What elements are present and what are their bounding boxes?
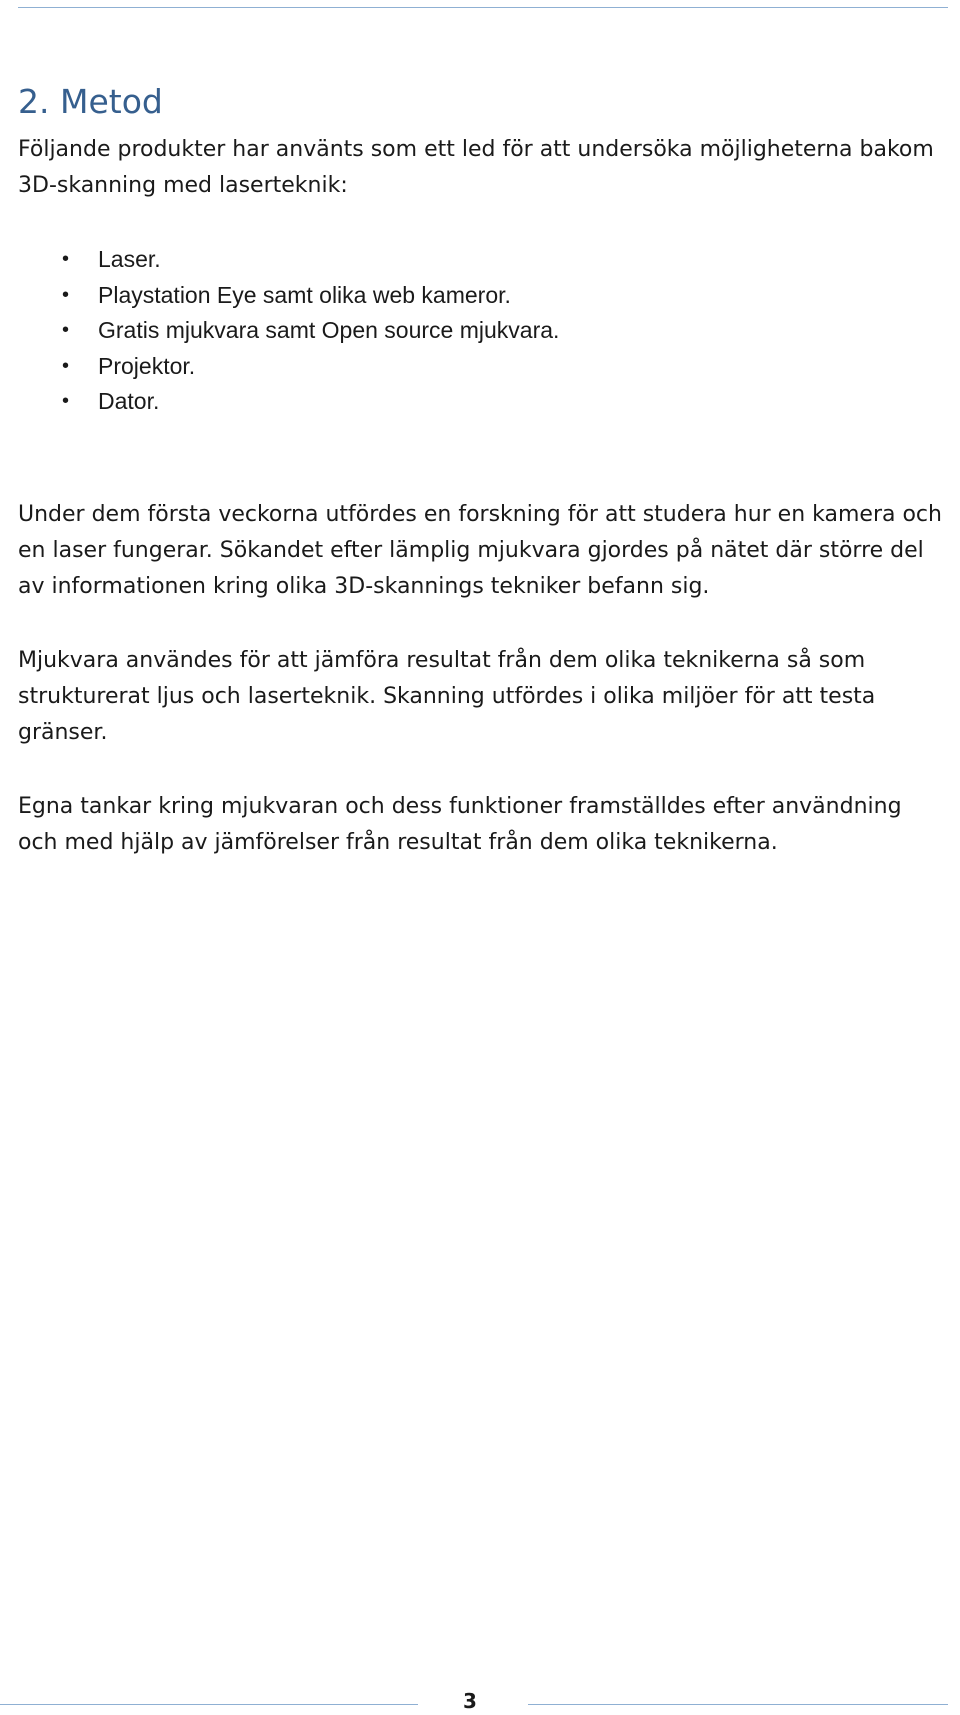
bullet-icon: • bbox=[62, 283, 70, 306]
product-list bbox=[58, 242, 559, 420]
list-item-text: Playstation Eye samt olika web kameror. bbox=[98, 281, 511, 308]
list-item bbox=[58, 242, 559, 278]
list-item-text: Projektor. bbox=[98, 352, 196, 379]
list-item bbox=[58, 313, 559, 349]
bullet-icon: • bbox=[62, 248, 70, 270]
bullet-icon: • bbox=[62, 390, 70, 412]
page-number: 3 bbox=[463, 1689, 477, 1713]
intro-paragraph: Följande produkter har använts som ett led för att undersöka möjligheterna bakom 3D-skanning med laserteknik: bbox=[18, 137, 934, 198]
list-item bbox=[58, 278, 559, 314]
header-rule bbox=[18, 7, 948, 8]
footer-rule-left bbox=[0, 1704, 418, 1705]
section-heading: 2. Metod bbox=[18, 82, 163, 121]
list-item bbox=[58, 384, 559, 420]
list-item-text: Gratis mjukvara samt Open source mjukvara. bbox=[98, 317, 560, 343]
body-paragraph: Under dem första veckorna utfördes en forskning för att studera hur en kamera och en laser fungerar. Sökandet efter lämplig mjukvara gjordes på nätet där större del av informationen kring olika 3D-skannings tekniker befann sig. bbox=[18, 502, 942, 599]
bullet-icon: • bbox=[62, 319, 70, 341]
bullet-icon: • bbox=[62, 354, 70, 377]
list-item-text: Laser. bbox=[98, 246, 161, 272]
list-item bbox=[58, 349, 559, 385]
body-paragraph: Mjukvara användes för att jämföra resultat från dem olika teknikerna så som strukturerat ljus och laserteknik. Skanning utfördes i olika miljöer för att testa gränser. bbox=[18, 648, 876, 745]
footer-rule-right bbox=[528, 1704, 948, 1705]
body-paragraph: Egna tankar kring mjukvaran och dess funktioner framställdes efter användning och med hjälp av jämförelser från resultat från dem olika teknikerna. bbox=[18, 794, 902, 855]
list-item-text: Dator. bbox=[98, 388, 160, 414]
